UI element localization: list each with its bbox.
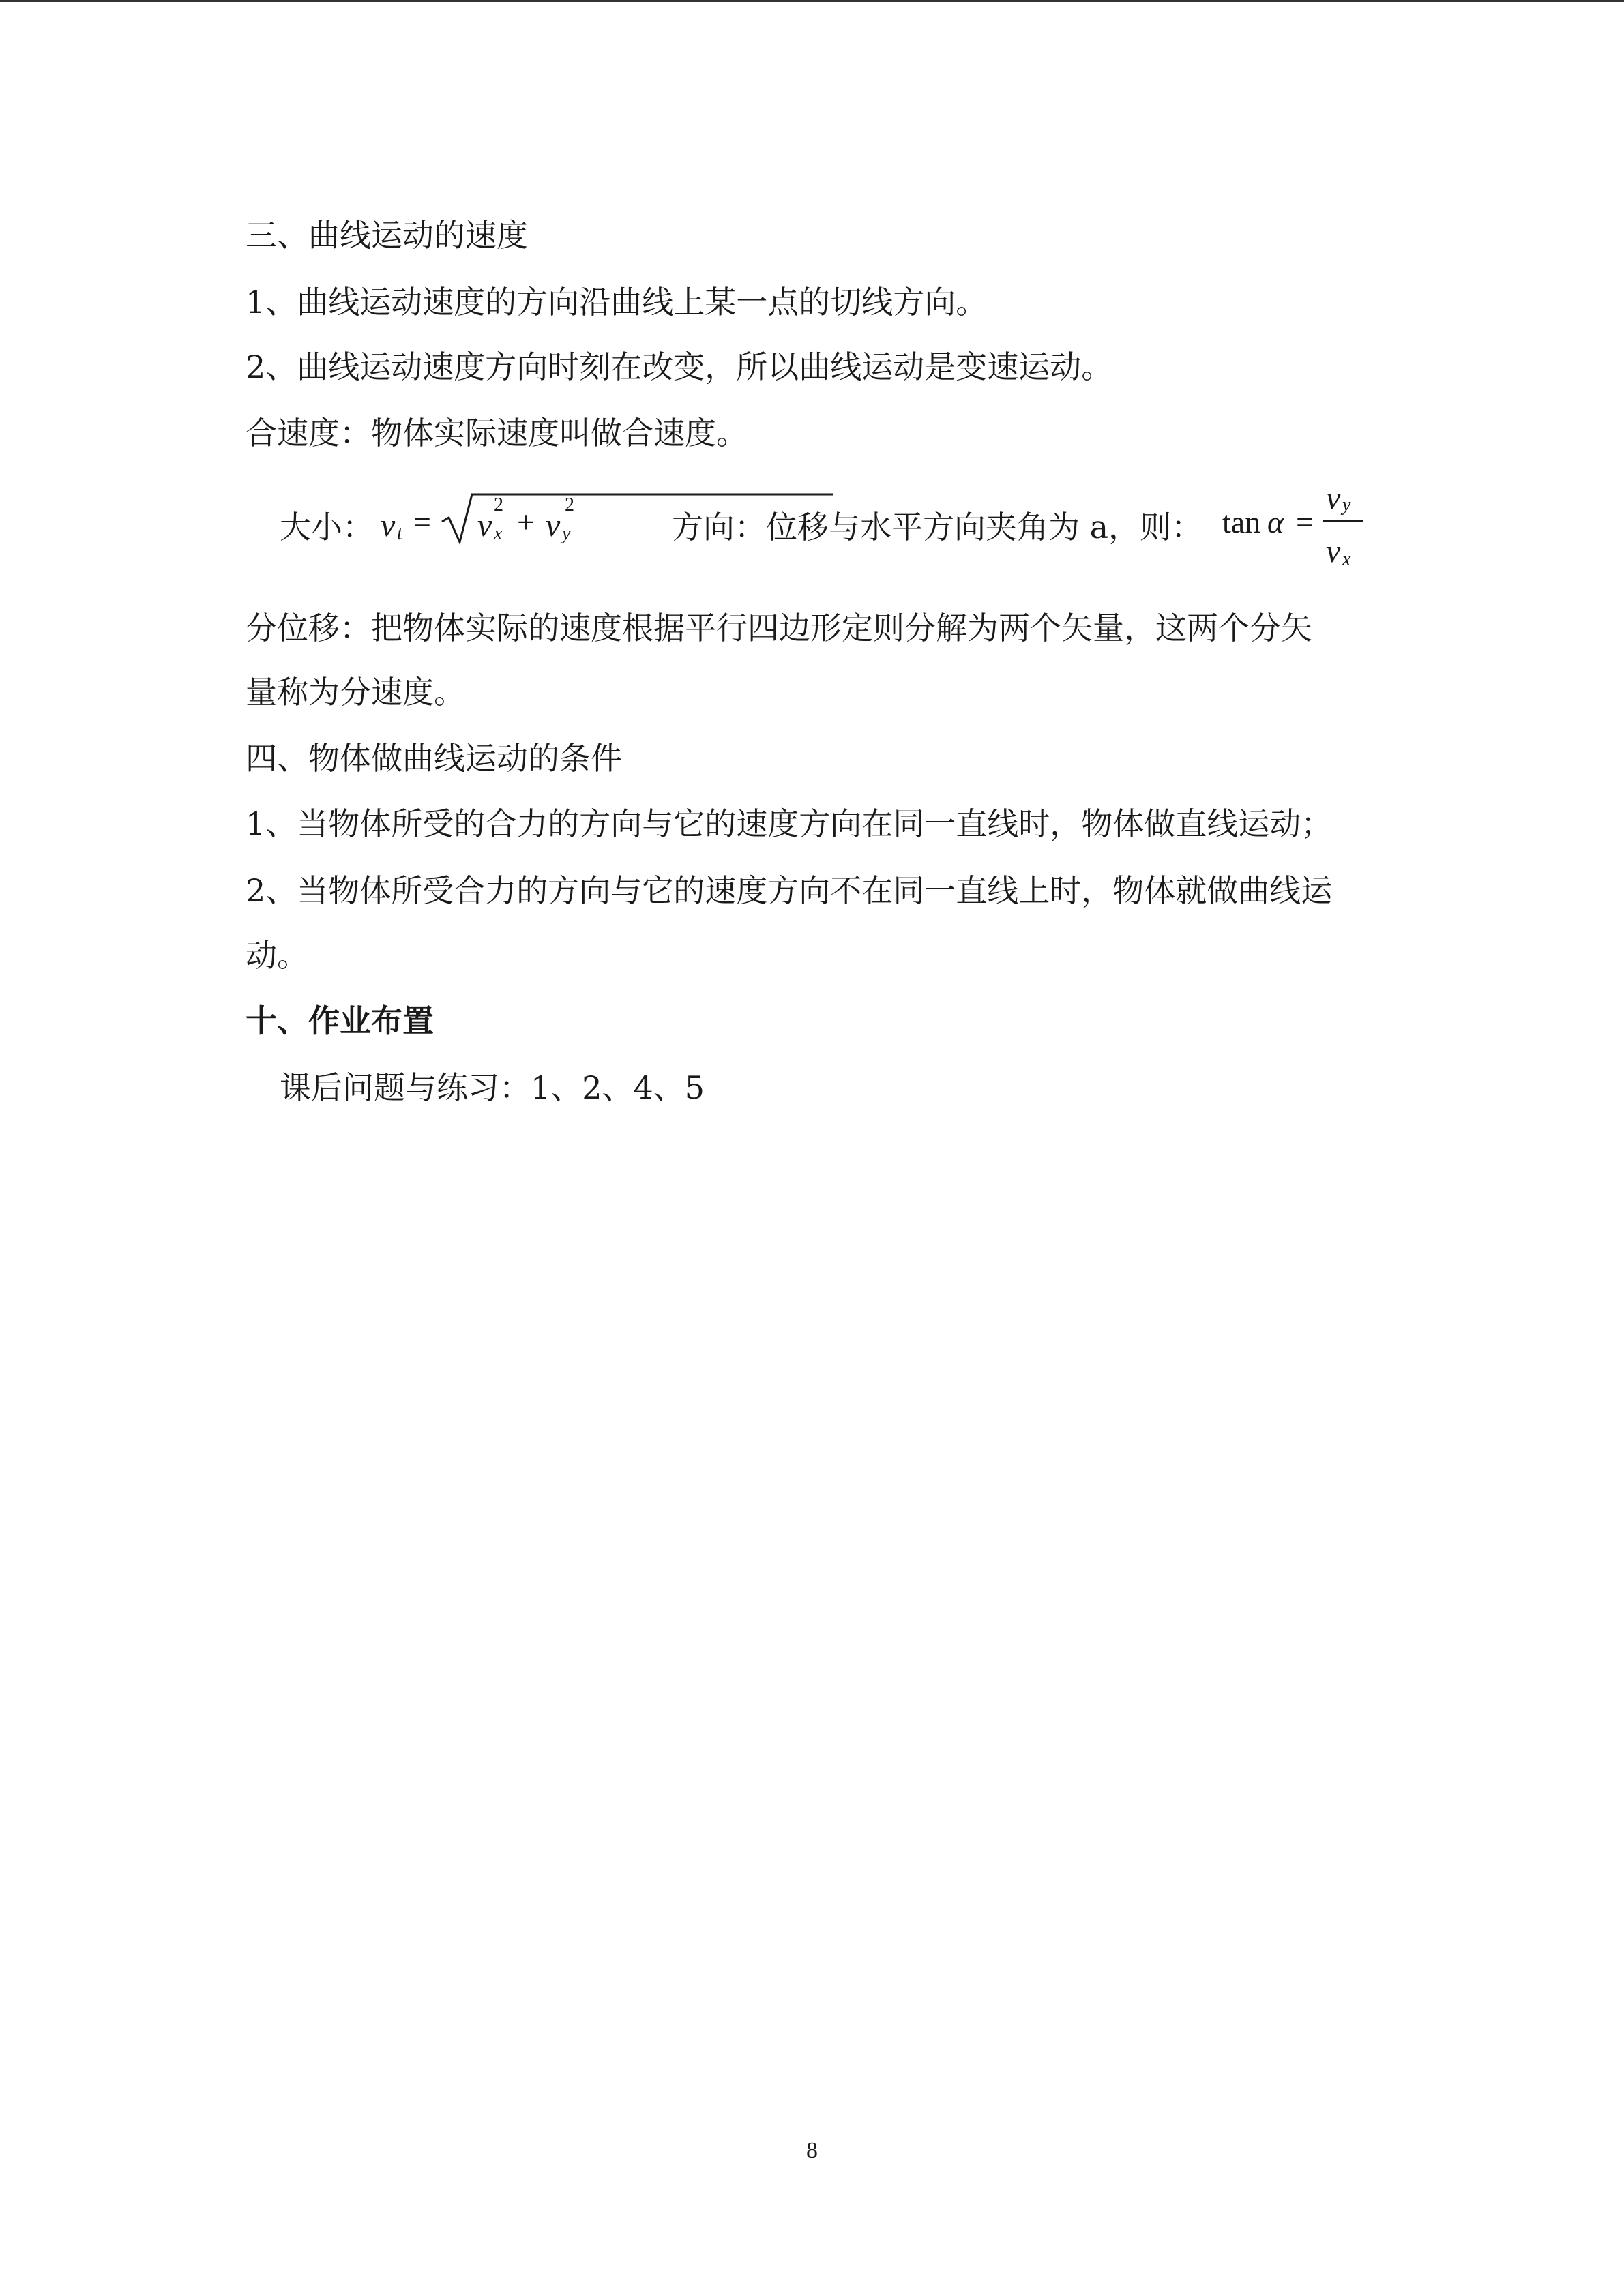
formula-subscript-y: y (562, 523, 571, 544)
homework-heading: 十、作业布置 (246, 1002, 434, 1039)
velocity-formula-row (246, 481, 1405, 576)
formula-equals: = (413, 505, 431, 539)
formula-superscript-2b: 2 (565, 494, 574, 516)
section3-heading: 三、曲线运动的速度 (246, 217, 528, 254)
fraction-numerator-subscript-y: y (1342, 494, 1351, 516)
formula-subscript-x: x (494, 523, 503, 544)
section4-item2-line2: 动。 (246, 937, 308, 974)
formula-superscript-2a: 2 (494, 494, 503, 516)
magnitude-label: 大小： (280, 509, 374, 546)
formula-subscript-t: t (397, 523, 402, 544)
formula-plus: + (517, 505, 535, 539)
formula-tan: tan (1222, 505, 1261, 539)
formula-vy-symbol: v (546, 507, 561, 543)
direction-label: 方向：位移与水平方向夹角为 a，则： (672, 509, 1203, 546)
top-border (0, 0, 1624, 2)
section4-heading: 四、物体做曲线运动的条件 (246, 740, 622, 777)
homework-content: 课后问题与练习：1、2、4、5 (280, 1069, 705, 1106)
section3-item2: 2、曲线运动速度方向时刻在改变，所以曲线运动是变速运动。 (246, 348, 1113, 385)
fraction-denominator-v: v (1326, 533, 1341, 569)
formula-equals-2: = (1296, 505, 1314, 539)
section3-item1: 1、曲线运动速度的方向沿曲线上某一点的切线方向。 (246, 284, 988, 320)
fraction-denominator-subscript-x: x (1342, 549, 1351, 570)
section4-item2-line1: 2、当物体所受合力的方向与它的速度方向不在同一直线上时，物体就做曲线运 (246, 872, 1333, 909)
component-velocity-line2: 量称为分速度。 (246, 674, 465, 711)
formula-v-symbol: v (381, 507, 396, 543)
formula-alpha: α (1267, 505, 1284, 539)
fraction-numerator-v: v (1326, 480, 1341, 516)
page-number: 8 (806, 2138, 818, 2163)
fraction-bar (1323, 520, 1363, 522)
resultant-velocity-definition: 合速度：物体实际速度叫做合速度。 (246, 415, 748, 451)
component-velocity-line1: 分位移：把物体实际的速度根据平行四边形定则分解为两个矢量，这两个分矢 (246, 610, 1312, 646)
formula-vx-symbol: v (477, 507, 492, 543)
section4-item1: 1、当物体所受的合力的方向与它的速度方向在同一直线时，物体做直线运动； (246, 805, 1333, 842)
